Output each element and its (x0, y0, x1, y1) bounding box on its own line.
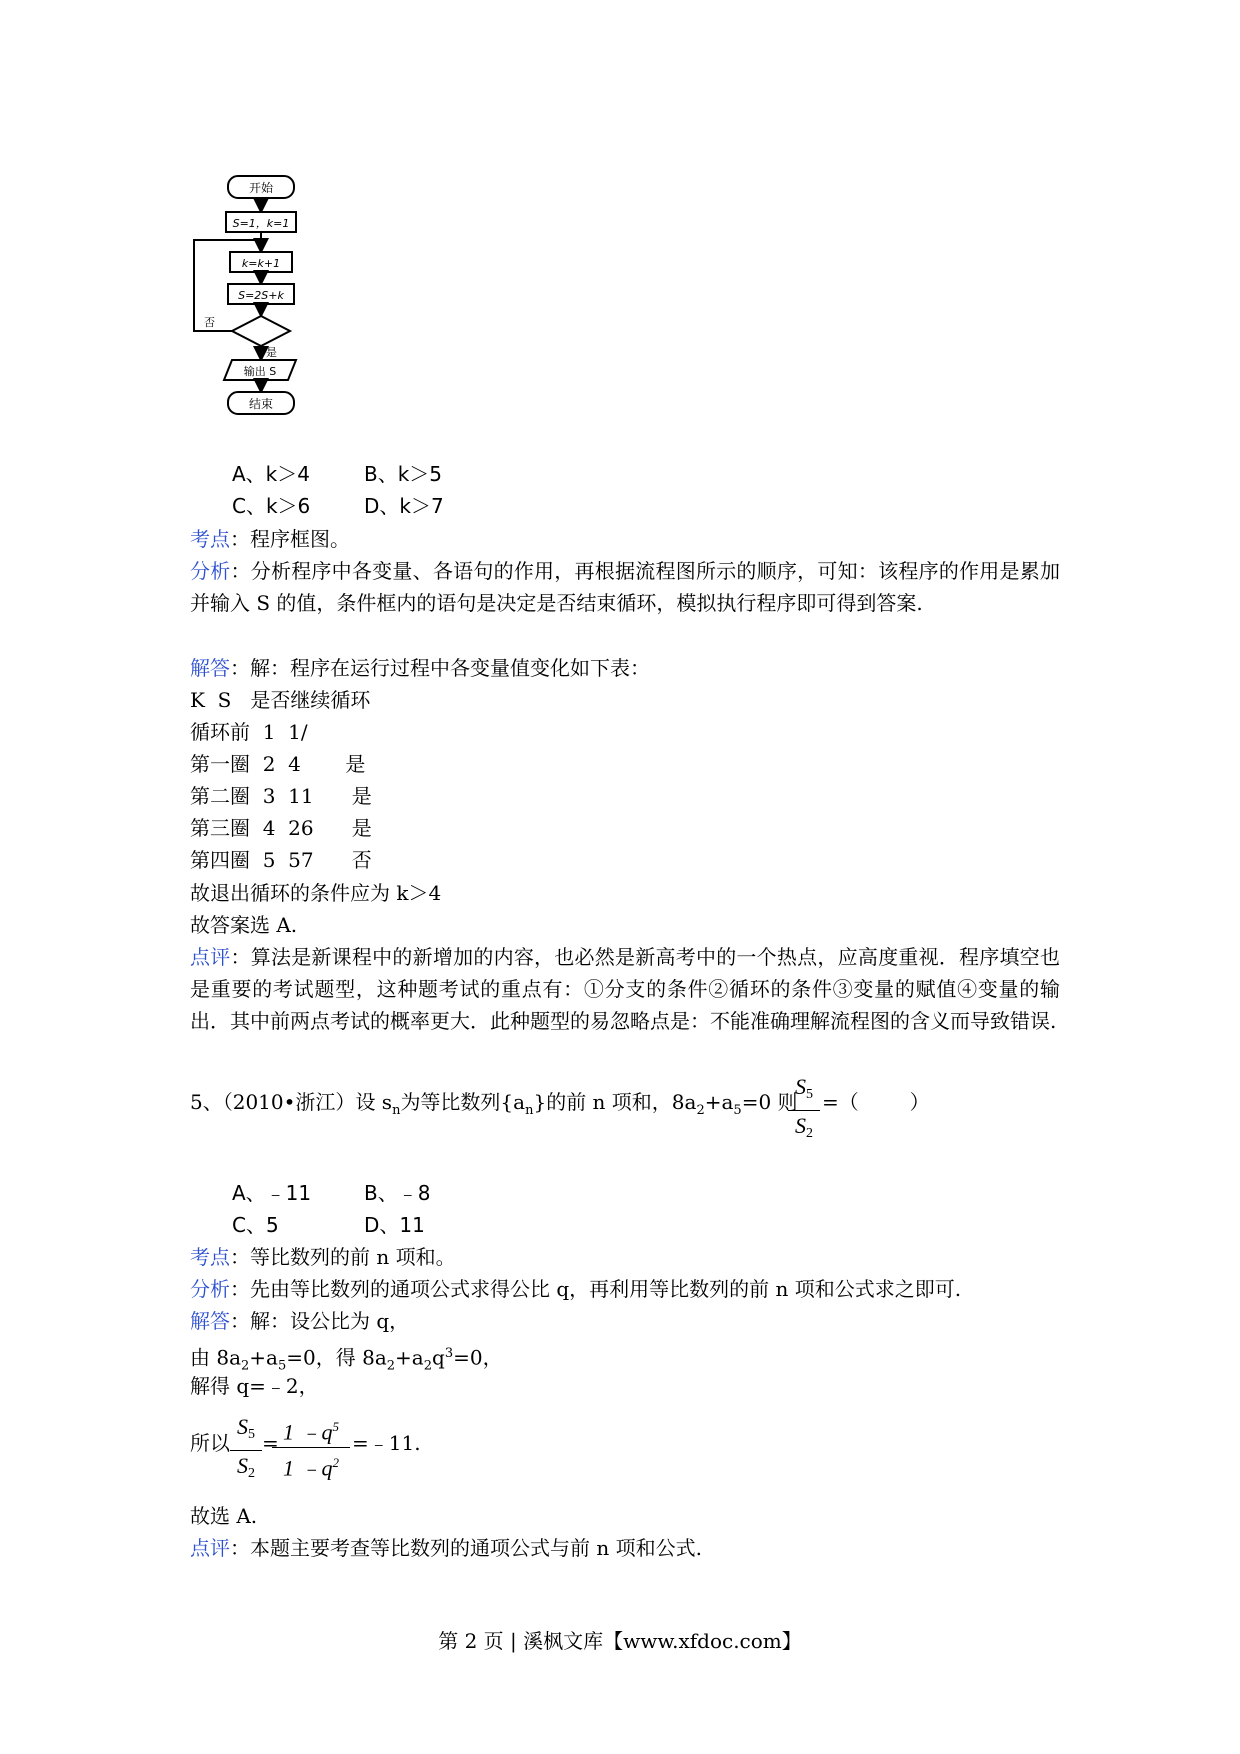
q4-conclusion: 故退出循环的条件应为 k＞4 (190, 881, 442, 905)
step-part: =0， (453, 1345, 503, 1370)
flow-step1-label: k=k+1 (241, 257, 281, 270)
flowchart-diagram (190, 168, 330, 418)
kaodian-label: 考点 (190, 1245, 230, 1269)
flow-step2-label: S=2S+k (238, 289, 284, 302)
q5-stem-tail: =（ ） (822, 1090, 930, 1114)
q4-table-header: K S 是否继续循环 (190, 688, 371, 712)
frac-den: S (237, 1453, 248, 1478)
kaodian-text: ：等比数列的前 n 项和。 (230, 1245, 456, 1269)
q5-option-b: B、﹣8 (364, 1181, 431, 1205)
q5-jieda (190, 1305, 409, 1337)
q5-step3-fraction-1 (230, 1414, 262, 1487)
step-sub: 5 (277, 1358, 287, 1374)
q5-fenxi (190, 1273, 961, 1305)
frac-den: S (795, 1113, 806, 1138)
q4-option-c: C、k＞6 (232, 494, 311, 518)
q5-option-d: D、11 (364, 1213, 425, 1237)
q4-option-d: D、k＞7 (364, 494, 444, 518)
fenxi-label: 分析 (190, 1277, 230, 1301)
q5-step3-prefix: 所以 (190, 1431, 230, 1455)
step-part: q (432, 1345, 445, 1370)
kaodian-text: ：程序框图。 (230, 527, 350, 551)
q4-jieda (190, 652, 650, 684)
page-footer (0, 1626, 1240, 1656)
jieda-label: 解答 (190, 1309, 230, 1333)
q5-stem-part: 为等比数列{a (400, 1090, 526, 1114)
q5-step3-result: =﹣11. (352, 1431, 421, 1455)
flow-end-label: 结束 (248, 397, 274, 411)
q5-stem-sub: 5 (733, 1103, 742, 1118)
q5-stem-sub: 2 (696, 1103, 705, 1118)
flow-yes-label: 是 (266, 346, 277, 359)
footer-separator: | (503, 1629, 524, 1653)
q5-stem-part: =0 则 (741, 1090, 798, 1114)
flow-decision-node (232, 316, 290, 346)
q5-option-c: C、5 (232, 1213, 279, 1237)
q5-stem-part: }的前 n 项和，8a (533, 1090, 697, 1114)
footer-page-number: 第 2 页 (438, 1629, 504, 1653)
q4-table-row: 第四圈 5 57 否 (190, 848, 372, 872)
q5-source: （2010•浙江） (222, 1090, 356, 1114)
q4-table-row: 循环前 1 1/ (190, 720, 308, 744)
fenxi-label: 分析 (190, 559, 231, 583)
q4-option-a: A、k＞4 (232, 462, 310, 486)
q5-step2: 解得 q=﹣2， (190, 1374, 319, 1398)
step-sup: 3 (444, 1346, 454, 1361)
step-part: =0，得 8a (286, 1345, 387, 1370)
fenxi-text: ：分析程序中各变量、各语句的作用，再根据流程图所示的顺序，可知：该程序的作用是累加并输入 S 的值，条件框内的语句是决定是否结束循环，模拟执行程序即可得到答案. (190, 559, 1061, 615)
q5-stem-fraction (788, 1074, 820, 1147)
q5-step3-fraction-2 (272, 1414, 350, 1482)
q5-option-a: A、﹣11 (232, 1181, 312, 1205)
frac-num-sub: 5 (248, 1427, 255, 1442)
q4-table-row: 第二圈 3 11 是 (190, 784, 372, 808)
q4-kaodian (190, 523, 350, 555)
dianping-text: ：本题主要考查等比数列的通项公式与前 n 项和公式. (230, 1536, 702, 1560)
q4-option-b: B、k＞5 (364, 462, 443, 486)
jieda-text: ：解：程序在运行过程中各变量值变化如下表： (230, 656, 650, 680)
dianping-label: 点评 (190, 1536, 230, 1560)
dianping-label: 点评 (190, 945, 231, 969)
q5-step3-eq: = (262, 1431, 279, 1455)
q5-stem-sub: n (525, 1103, 534, 1118)
q4-table-row: 第三圈 4 26 是 (190, 816, 372, 840)
q5-stem (190, 1086, 798, 1127)
fenxi-text: ：先由等比数列的通项公式求得公比 q，再利用等比数列的前 n 项和公式求之即可. (230, 1277, 962, 1301)
frac-num: 1 ﹣q (282, 1419, 333, 1445)
flow-init-label: S=1，k=1 (232, 217, 290, 230)
flow-output-label: 输出 S (243, 365, 277, 378)
jieda-text: ：解：设公比为 q， (230, 1309, 410, 1333)
step-part: +a (249, 1345, 278, 1370)
q5-number: 5、 (190, 1090, 223, 1114)
frac-num-sub: 5 (806, 1087, 813, 1102)
step-sub: 2 (386, 1358, 396, 1374)
q5-conclusion: 故选 A. (190, 1504, 258, 1528)
step-part: +a (395, 1345, 424, 1370)
q4-table-row: 第一圈 2 4 是 (190, 752, 366, 776)
step-sub: 2 (423, 1358, 433, 1374)
frac-den-sub: 2 (806, 1126, 813, 1141)
q5-stem-sub: n (392, 1103, 401, 1118)
step-part: 由 8a (190, 1345, 242, 1370)
frac-num: S (795, 1074, 806, 1099)
q4-dianping (190, 941, 1060, 1037)
frac-den: 1 ﹣q (282, 1455, 333, 1481)
frac-num: S (237, 1414, 248, 1439)
frac-den-sub: 2 (248, 1466, 255, 1481)
frac-num-sup: 5 (332, 1419, 339, 1434)
step-sub: 2 (241, 1358, 250, 1374)
flow-no-label: 否 (204, 316, 215, 329)
kaodian-label: 考点 (190, 527, 230, 551)
jieda-label: 解答 (190, 656, 230, 680)
frac-den-sup: 2 (332, 1455, 339, 1471)
q5-stem-part: 设 s (355, 1090, 393, 1114)
q4-fenxi (190, 555, 1060, 619)
q5-dianping (190, 1532, 702, 1564)
flow-start-label: 开始 (248, 181, 274, 195)
q4-answer: 故答案选 A. (190, 913, 298, 937)
dianping-text: ：算法是新课程中的新增加的内容，也必然是新高考中的一个热点，应高度重视．程序填空也是重要的考试题型，这种题考试的重点有：①分支的条件②循环的条件③变量的赋值④变量的输出．其中前两点考试的概率更大．此种题型的易忽略点是：不能准确理解流程图的含义而导致错误. (190, 945, 1061, 1033)
footer-site: 溪枫文库【www.xfdoc.com】 (523, 1629, 802, 1653)
q5-kaodian (190, 1241, 456, 1273)
q5-stem-part: +a (704, 1090, 734, 1114)
